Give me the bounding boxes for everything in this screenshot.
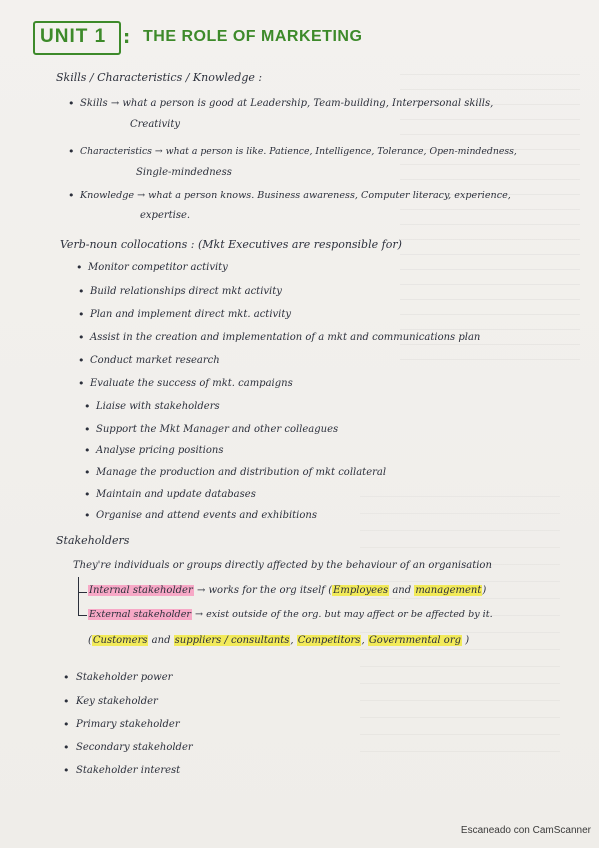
bullet-dot: • bbox=[78, 331, 85, 344]
stakeholders-heading: Stakeholders bbox=[56, 534, 130, 547]
collocation-item: Analyse pricing positions bbox=[96, 445, 224, 456]
bullet-dot: • bbox=[76, 261, 83, 274]
collocation-item: Organise and attend events and exhibitions bbox=[96, 510, 317, 521]
governmental-highlight: Governmental org bbox=[368, 635, 462, 646]
bullet-dot: • bbox=[84, 488, 91, 501]
bullet-dot: • bbox=[63, 671, 70, 684]
skills-line: Skills → what a person is good at Leadership, Team-building, Interpersonal skills, bbox=[80, 98, 494, 109]
collocation-item: Manage the production and distribution of mkt collateral bbox=[96, 467, 387, 478]
collocation-item: Liaise with stakeholders bbox=[96, 401, 220, 412]
knowledge-line-cont: expertise. bbox=[140, 210, 191, 221]
bullet-dot: • bbox=[63, 741, 70, 754]
comma: , bbox=[290, 635, 294, 646]
bleed-through bbox=[360, 480, 560, 760]
unit-label: UNIT 1 bbox=[40, 26, 107, 47]
bullet-dot: • bbox=[78, 377, 85, 390]
page-title: THE ROLE OF MARKETING bbox=[143, 28, 363, 45]
stakeholders-definition: They're individuals or groups directly affected by the behaviour of an organisation bbox=[73, 560, 492, 571]
paren-open: ( bbox=[88, 635, 92, 646]
collocation-item: Evaluate the success of mkt. campaigns bbox=[90, 378, 293, 389]
bullet-dot: • bbox=[78, 285, 85, 298]
bullet-dot: • bbox=[78, 308, 85, 321]
stakeholder-type-item: Stakeholder interest bbox=[76, 765, 181, 776]
employees-highlight: Employees bbox=[333, 585, 389, 596]
bullet-dot: • bbox=[63, 695, 70, 708]
bullet-dot: • bbox=[68, 97, 75, 110]
customers-highlight: Customers bbox=[92, 635, 148, 646]
title-colon: : bbox=[123, 27, 131, 48]
paren-close: ) bbox=[465, 635, 470, 646]
suppliers-highlight: suppliers / consultants bbox=[174, 635, 290, 646]
bullet-dot: • bbox=[84, 400, 91, 413]
management-highlight: management bbox=[415, 585, 482, 596]
characteristics-line: Characteristics → what a person is like. Patience, Intelligence, Tolerance, Open-mindedness, bbox=[80, 146, 517, 157]
collocation-item: Monitor competitor activity bbox=[88, 262, 228, 273]
bullet-dot: • bbox=[68, 189, 75, 202]
bullet-dot: • bbox=[84, 423, 91, 436]
stakeholder-type-item: Primary stakeholder bbox=[76, 719, 180, 730]
stakeholder-type-item: Stakeholder power bbox=[76, 672, 173, 683]
paren-close: ) bbox=[482, 585, 487, 596]
knowledge-line: Knowledge → what a person knows. Business awareness, Computer literacy, experience, bbox=[80, 190, 511, 201]
bullet-dot: • bbox=[63, 764, 70, 777]
bleed-through bbox=[400, 60, 580, 360]
comma: , bbox=[361, 635, 365, 646]
internal-stakeholder-label: Internal stakeholder bbox=[89, 585, 193, 596]
stakeholder-type-item: Secondary stakeholder bbox=[76, 742, 193, 753]
skills-heading: Skills / Characteristics / Knowledge : bbox=[56, 71, 263, 84]
bullet-dot: • bbox=[84, 444, 91, 457]
collocation-item: Conduct market research bbox=[90, 355, 220, 366]
bullet-dot: • bbox=[84, 509, 91, 522]
competitors-highlight: Competitors bbox=[297, 635, 361, 646]
stakeholder-type-item: Key stakeholder bbox=[76, 696, 158, 707]
paren-open: ( bbox=[328, 585, 333, 596]
bracket-external bbox=[78, 592, 87, 616]
characteristics-line-cont: Single-mindedness bbox=[136, 167, 232, 178]
collocation-item: Support the Mkt Manager and other colleagues bbox=[96, 424, 339, 435]
bullet-dot: • bbox=[63, 718, 70, 731]
bracket-internal bbox=[78, 577, 87, 593]
collocation-item: Maintain and update databases bbox=[96, 489, 256, 500]
internal-description: → works for the org itself bbox=[196, 585, 326, 596]
collocation-item: Build relationships direct mkt activity bbox=[90, 286, 282, 297]
collocation-item: Assist in the creation and implementation of a mkt and communications plan bbox=[90, 332, 481, 343]
and-text: and bbox=[392, 585, 412, 596]
bullet-dot: • bbox=[84, 466, 91, 479]
collocations-heading: Verb-noun collocations : (Mkt Executives are responsible for) bbox=[60, 238, 402, 251]
collocation-item: Plan and implement direct mkt. activity bbox=[90, 309, 292, 320]
external-stakeholder-label: External stakeholder bbox=[89, 609, 191, 620]
bullet-dot: • bbox=[78, 354, 85, 367]
external-description: → exist outside of the org. but may affect or be affected by it. bbox=[195, 609, 493, 620]
and-text: and bbox=[151, 635, 171, 646]
scanner-watermark: Escaneado con CamScanner bbox=[460, 825, 591, 836]
bullet-dot: • bbox=[68, 145, 75, 158]
skills-line-cont: Creativity bbox=[130, 119, 181, 130]
